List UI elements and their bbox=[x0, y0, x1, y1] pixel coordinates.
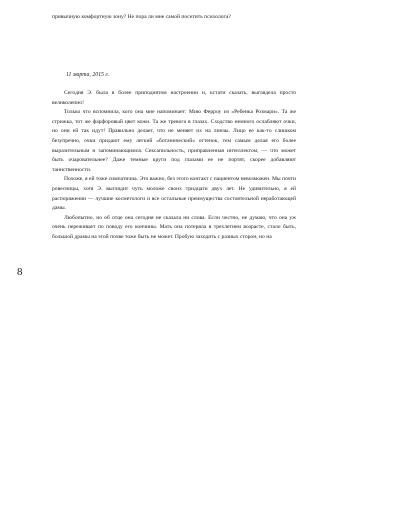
page-number: 8 bbox=[17, 266, 23, 278]
entry-paragraph: Сегодня Э. была в более приподнятом настроении и, кстати сказать, выглядела просто великолепно! bbox=[52, 90, 296, 106]
entry-body bbox=[52, 89, 296, 243]
entry-paragraph: Только что вспомнила, кого она мне напоминает: Мию Ферроу из «Ребенка Розмари». Та же стрижка, тот же фарфоровый цвет кожи. Та же тревога в глазах. Сходство немного ослабляют очки, но они ей так идут! Правильно делает, что не меняет их на линзы. Лицо ее как-то слишком безупречно, очки придают ему легкий «ботанический» оттенок, тем самым делая его более выразительным и запоминающимся. Сексапильность, приправленная интеллектом, — что может быть очаровательнее? Даже темные круги под глазами ее не портят, скорее добавляют таинственности. bbox=[52, 109, 296, 173]
entry-paragraph: Любопытно, но об отце она сегодня не сказала ни слова. Если честно, не думаю, что она уж очень переживает по поводу его кончины. Мать она потеряла в трехлетнем возрасте, стало быть, большой драмы на этой почве тоже быть не может. Пробую заходить с разных сторон, но на bbox=[52, 214, 296, 240]
entry-paragraph: Похоже, я ей тоже симпатична. Это важно, без этого контакт с пациентом невозможен. Мы почти ровесницы, хотя Э. выглядит чуть моложе своих тридцати двух лет. Не удивительно, я ей распоряжении — лучшие косметологи и все остальные преимущества состоятельной неработающей дамы. bbox=[52, 176, 296, 212]
intro-paragraph: привычную комфортную зону? Не пора ли мне самой посетить психолога? bbox=[52, 14, 231, 20]
entry-date: 11 марта, 2015 г. bbox=[66, 72, 109, 78]
